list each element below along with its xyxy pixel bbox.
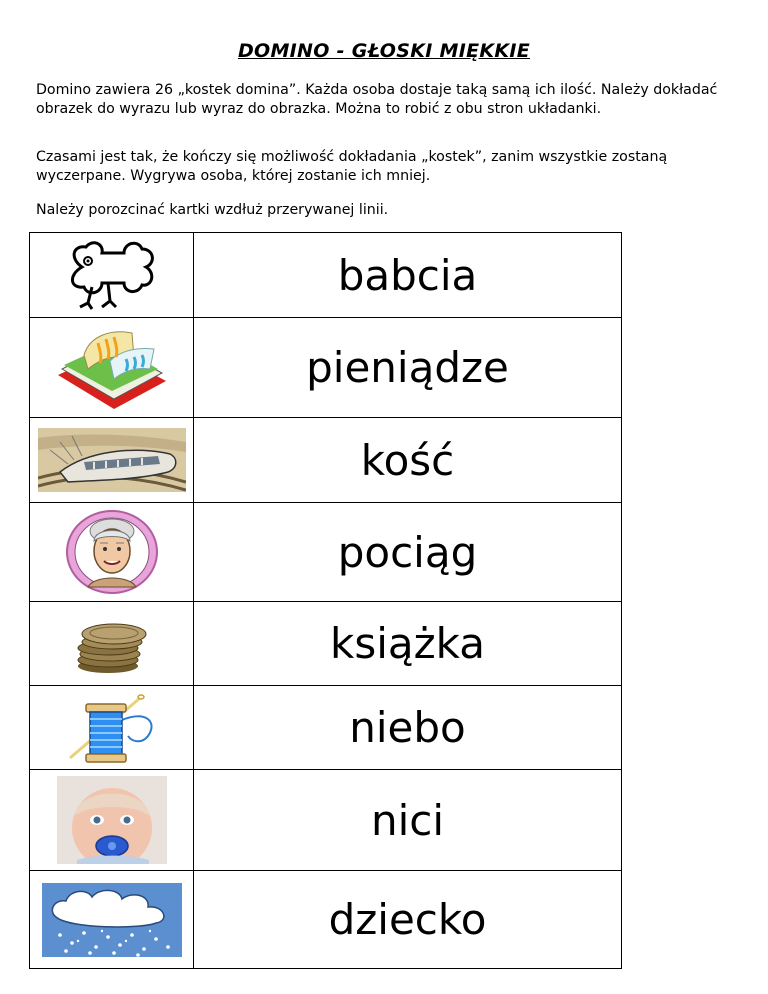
- word-cell: babcia: [194, 233, 622, 318]
- instructions-paragraph-2: Czasami jest tak, że kończy się możliwość dokładania „kostek”, zanim wszystkie zostaną wyczerpane. Wygrywa osoba, której zostanie ich mniej.: [36, 149, 668, 184]
- grandmother-icon: [64, 509, 160, 595]
- domino-tile: [30, 686, 622, 770]
- train-icon: [38, 428, 186, 492]
- picture-cell: [30, 770, 194, 871]
- word-cell: dziecko: [194, 871, 622, 969]
- word-cell: niebo: [194, 686, 622, 770]
- domino-tile: [30, 770, 622, 871]
- domino-tile: [30, 602, 622, 686]
- sky-cloud-icon: [42, 883, 182, 957]
- page-title: DOMINO - GŁOSKI MIĘKKIE: [237, 40, 531, 62]
- bone-icon: [62, 237, 162, 313]
- picture-cell: [30, 602, 194, 686]
- instructions-paragraph-3: Należy porozcinać kartki wzdłuż przerywanej linii.: [36, 202, 389, 218]
- word-cell: pociąg: [194, 503, 622, 602]
- picture-cell: [30, 318, 194, 418]
- picture-cell: [30, 503, 194, 602]
- domino-tile: [30, 871, 622, 969]
- coins-icon: [72, 614, 152, 674]
- domino-tile: [30, 318, 622, 418]
- domino-tile: [30, 503, 622, 602]
- picture-cell: [30, 233, 194, 318]
- picture-cell: [30, 686, 194, 770]
- word-cell: nici: [194, 770, 622, 871]
- domino-tile: [30, 233, 622, 318]
- thread-spool-icon: [62, 692, 162, 764]
- book-icon: [54, 325, 170, 411]
- picture-cell: [30, 418, 194, 503]
- instructions-paragraph-1: Domino zawiera 26 „kostek domina”. Każda osoba dostaje taką samą ich ilość. Należy dokładać obrazek do wyrazu lub wyraz do obrazka. Można to robić z obu stron układanki.: [36, 82, 718, 117]
- domino-tile: [30, 418, 622, 503]
- baby-icon: [57, 776, 167, 864]
- picture-cell: [30, 871, 194, 969]
- word-cell: pieniądze: [194, 318, 622, 418]
- word-cell: kość: [194, 418, 622, 503]
- word-cell: książka: [194, 602, 622, 686]
- domino-table: [29, 232, 622, 969]
